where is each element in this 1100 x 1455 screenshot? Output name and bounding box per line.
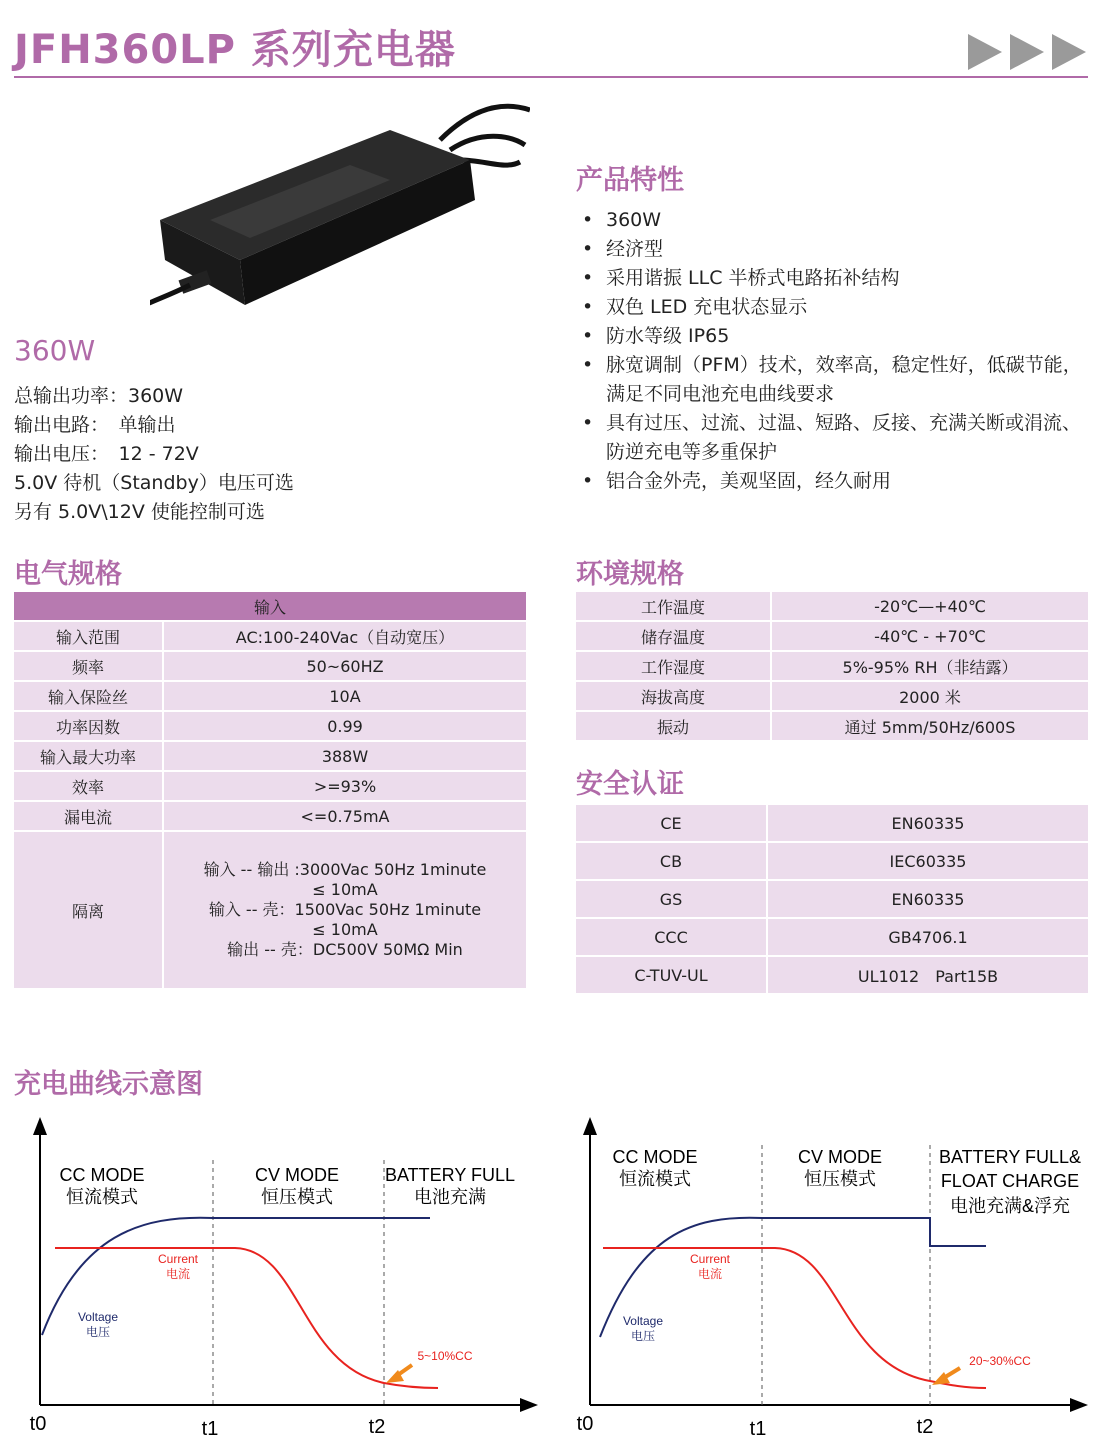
feature-item: • 360W bbox=[578, 206, 1093, 235]
spec-label: 储存温度 bbox=[576, 622, 772, 652]
title-rule bbox=[14, 76, 1088, 78]
spec-value: -20℃—+40℃ bbox=[772, 592, 1088, 622]
spec-line: 5.0V 待机（Standby）电压可选 bbox=[14, 472, 294, 494]
tick-label: t2 bbox=[916, 1416, 934, 1438]
spec-value: 2000 米 bbox=[772, 682, 1088, 712]
safety-cert-table bbox=[576, 805, 1088, 995]
mode-label: 电池充满 bbox=[414, 1187, 486, 1207]
mode-label: CC MODE bbox=[59, 1165, 145, 1185]
spec-value: 50~60HZ bbox=[164, 652, 526, 682]
features-heading: 产品特性 bbox=[576, 165, 684, 196]
y-axis-arrow-icon bbox=[583, 1117, 597, 1135]
charging-curve-heading: 充电曲线示意图 bbox=[14, 1069, 203, 1100]
isolation-line: ≤ 10mA bbox=[312, 920, 378, 939]
cert-name: CE bbox=[576, 805, 768, 843]
current-label: Current bbox=[689, 1252, 731, 1266]
tick-label: t0 bbox=[576, 1413, 594, 1435]
charger-product-image bbox=[150, 100, 530, 340]
voltage-label: 电压 bbox=[630, 1329, 656, 1343]
mode-label: 恒流模式 bbox=[619, 1169, 691, 1189]
mode-label: 电池充满&浮充 bbox=[949, 1196, 1071, 1216]
table-row bbox=[576, 881, 1088, 919]
table-row bbox=[576, 843, 1088, 881]
safety-heading: 安全认证 bbox=[576, 769, 684, 800]
spec-label: 频率 bbox=[14, 652, 164, 682]
mode-label: CV MODE bbox=[797, 1147, 883, 1167]
charging-curve-left bbox=[20, 1115, 540, 1445]
mode-label: 恒压模式 bbox=[261, 1187, 333, 1207]
mode-label: BATTERY FULL bbox=[384, 1165, 516, 1185]
table-row bbox=[576, 957, 1088, 995]
voltage-label: 电压 bbox=[85, 1325, 111, 1339]
spec-value: 0.99 bbox=[164, 712, 526, 742]
isolation-line: ≤ 10mA bbox=[312, 880, 378, 899]
table-row bbox=[576, 712, 1088, 742]
current-label: 电流 bbox=[165, 1267, 191, 1281]
table-row bbox=[14, 772, 526, 802]
cert-name: CB bbox=[576, 843, 768, 881]
table-row bbox=[14, 652, 526, 682]
cert-standard: EN60335 bbox=[768, 805, 1088, 843]
spec-label: 输入保险丝 bbox=[14, 682, 164, 712]
spec-label: 隔离 bbox=[14, 832, 164, 990]
feature-item: • 采用谐振 LLC 半桥式电路拓补结构 bbox=[578, 264, 1093, 293]
electrical-spec-table bbox=[14, 592, 526, 990]
spec-label: 效率 bbox=[14, 772, 164, 802]
cert-standard: EN60335 bbox=[768, 881, 1088, 919]
isolation-line: 输出 -- 壳：DC500V 50MΩ Min bbox=[227, 940, 463, 959]
table-row bbox=[14, 742, 526, 772]
spec-line: 总输出功率：360W bbox=[14, 385, 184, 407]
feature-item: • 脉宽调制（PFM）技术，效率高，稳定性好，低碳节能，满足不同电池充电曲线要求 bbox=[578, 351, 1093, 409]
page-title: JFH360LP 系列充电器 bbox=[14, 27, 456, 73]
cert-standard: IEC60335 bbox=[768, 843, 1088, 881]
model-power: 360W bbox=[14, 334, 96, 367]
mode-label: 恒压模式 bbox=[804, 1169, 876, 1189]
feature-item: • 防水等级 IP65 bbox=[578, 322, 1093, 351]
table-row bbox=[576, 622, 1088, 652]
summary-spec-list bbox=[14, 382, 294, 527]
tick-label: t1 bbox=[749, 1418, 767, 1440]
spec-label: 漏电流 bbox=[14, 802, 164, 832]
feature-item: • 经济型 bbox=[578, 235, 1093, 264]
isolation-line: 输入 -- 输出 :3000Vac 50Hz 1minute bbox=[203, 860, 487, 879]
current-label: 电流 bbox=[697, 1267, 723, 1281]
table-row bbox=[14, 712, 526, 742]
y-axis-arrow-icon bbox=[33, 1117, 47, 1135]
x-axis-arrow-icon bbox=[520, 1398, 538, 1412]
spec-label: 工作温度 bbox=[576, 592, 772, 622]
mode-label: CV MODE bbox=[254, 1165, 340, 1185]
end-current-note: 20~30%CC bbox=[969, 1354, 1031, 1368]
table-row bbox=[576, 919, 1088, 957]
cert-name: CCC bbox=[576, 919, 768, 957]
mode-label: BATTERY FULL& bbox=[938, 1147, 1082, 1167]
end-current-note: 5~10%CC bbox=[417, 1349, 473, 1363]
tick-label: t0 bbox=[29, 1413, 47, 1435]
electrical-heading: 电气规格 bbox=[14, 559, 122, 590]
cert-name: C-TUV-UL bbox=[576, 957, 768, 995]
spec-value: 通过 5mm/50Hz/600S bbox=[772, 712, 1088, 742]
table-row bbox=[14, 802, 526, 832]
table-row bbox=[14, 682, 526, 712]
voltage-label: Voltage bbox=[77, 1310, 119, 1324]
table-group-header: 输入 bbox=[14, 592, 526, 622]
spec-label: 海拔高度 bbox=[576, 682, 772, 712]
spec-value: 5%-95% RH（非结露） bbox=[772, 652, 1088, 682]
spec-label: 输入范围 bbox=[14, 622, 164, 652]
mode-label: CC MODE bbox=[612, 1147, 698, 1167]
spec-label: 振动 bbox=[576, 712, 772, 742]
isolation-line: 输入 -- 壳：1500Vac 50Hz 1minute bbox=[208, 900, 482, 919]
spec-value: 388W bbox=[164, 742, 526, 772]
mode-label: 恒流模式 bbox=[66, 1187, 138, 1207]
spec-value: -40℃ - +70℃ bbox=[772, 622, 1088, 652]
spec-label: 输入最大功率 bbox=[14, 742, 164, 772]
spec-line: 另有 5.0V\12V 使能控制可选 bbox=[14, 501, 265, 523]
cert-standard: GB4706.1 bbox=[768, 919, 1088, 957]
x-axis-arrow-icon bbox=[1070, 1398, 1088, 1412]
spec-value: <=0.75mA bbox=[164, 802, 526, 832]
mode-label: FLOAT CHARGE bbox=[940, 1171, 1080, 1191]
table-row bbox=[576, 682, 1088, 712]
voltage-label: Voltage bbox=[622, 1314, 664, 1328]
spec-value: 10A bbox=[164, 682, 526, 712]
spec-label: 功率因数 bbox=[14, 712, 164, 742]
spec-line: 输出电压： 12 - 72V bbox=[14, 443, 199, 465]
table-row bbox=[576, 592, 1088, 622]
current-label: Current bbox=[157, 1252, 199, 1266]
spec-value: AC:100-240Vac（自动宽压） bbox=[164, 622, 526, 652]
tick-label: t2 bbox=[368, 1416, 386, 1438]
table-row bbox=[14, 832, 526, 990]
triple-arrow-icon bbox=[968, 32, 1088, 72]
feature-item: • 具有过压、过流、过温、短路、反接、充满关断或涓流、防逆充电等多重保护 bbox=[578, 409, 1093, 467]
environment-heading: 环境规格 bbox=[576, 559, 684, 590]
table-row bbox=[14, 622, 526, 652]
cert-standard: UL1012 Part15B bbox=[768, 957, 1088, 995]
feature-item: • 铝合金外壳，美观坚固，经久耐用 bbox=[578, 467, 1093, 496]
environment-spec-table bbox=[576, 592, 1088, 742]
spec-value: >=93% bbox=[164, 772, 526, 802]
table-row bbox=[576, 652, 1088, 682]
tick-label: t1 bbox=[201, 1418, 219, 1440]
features-list bbox=[578, 206, 1093, 496]
spec-label: 工作湿度 bbox=[576, 652, 772, 682]
feature-item: • 双色 LED 充电状态显示 bbox=[578, 293, 1093, 322]
isolation-value bbox=[164, 832, 526, 990]
cert-name: GS bbox=[576, 881, 768, 919]
charging-curve-right bbox=[570, 1115, 1090, 1445]
table-row bbox=[576, 805, 1088, 843]
spec-line: 输出电路： 单输出 bbox=[14, 414, 176, 436]
